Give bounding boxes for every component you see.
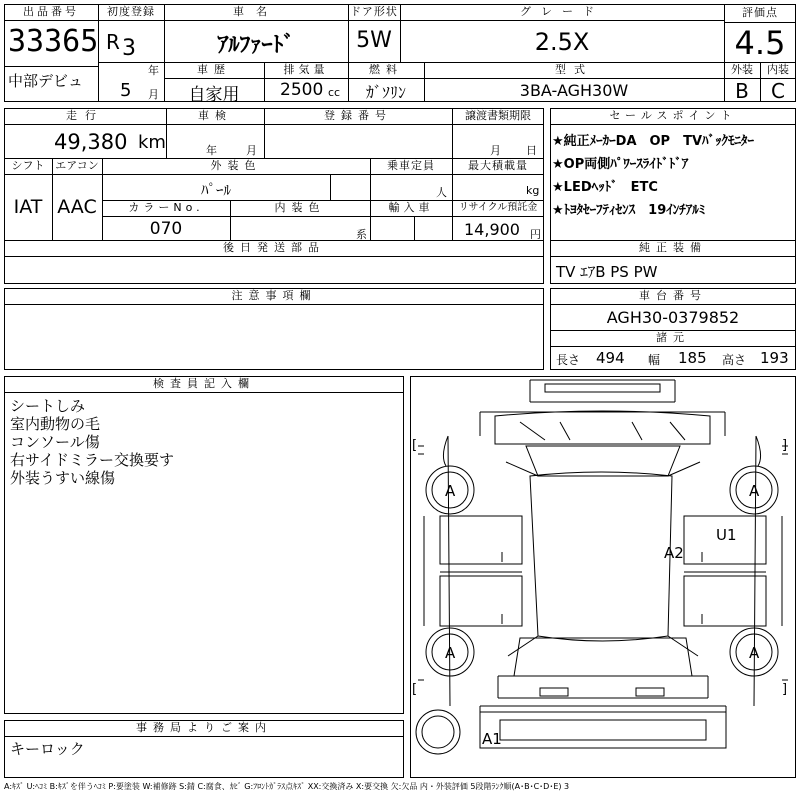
displacement-unit: cc — [328, 86, 341, 99]
capacity-unit: 人 — [436, 186, 447, 199]
transfer-day-unit: 日 — [526, 144, 537, 157]
damage-rear-right-tire: A — [749, 644, 760, 662]
color-number-value: 070 — [149, 219, 183, 239]
recycle-fee-label: リサイクル預託金 — [458, 202, 538, 213]
exterior-color-value: ﾊﾟｰﾙ — [200, 181, 231, 199]
inspector-label: 検査員記入欄 — [153, 377, 255, 390]
diagram-bracket-right-bottom: ] — [782, 682, 788, 697]
year-unit: 年 — [148, 64, 159, 77]
damage-right-side-u1: U1 — [716, 526, 737, 544]
car-name-label: 車名 — [233, 5, 279, 18]
grade-value: 2.5X — [534, 28, 590, 56]
door-label: ドア形状 — [350, 5, 398, 18]
height-label: 高さ — [722, 353, 747, 367]
chassis-number-label: 車台番号 — [639, 289, 707, 302]
lot-number-label: 出品番号 — [23, 5, 79, 18]
sales-point-2: ★OP両側ﾊﾟﾜｰｽﾗｲﾄﾞﾄﾞｱ — [552, 157, 689, 172]
reg-month: 5 — [120, 80, 132, 101]
width-label: 幅 — [648, 353, 661, 367]
aircon-label: エアコン — [55, 159, 99, 172]
interior-grade-label: 内装 — [767, 63, 789, 76]
damage-front-left-tire: A — [445, 482, 456, 500]
history-value: 自家用 — [188, 85, 240, 105]
length-value: 494 — [596, 349, 625, 367]
max-load-unit: kg — [526, 184, 540, 197]
transfer-month-unit: 月 — [490, 144, 501, 157]
era-letter: R — [106, 30, 120, 54]
inspection-year-unit: 年 — [206, 144, 217, 157]
width-value: 185 — [678, 349, 707, 367]
sales-points-label: セールスポイント — [609, 109, 737, 122]
mileage-value: 49,380 — [54, 130, 128, 154]
chassis-number: AGH30-0379852 — [606, 308, 740, 327]
capacity-label: 乗車定員 — [387, 159, 435, 172]
office-note: キーロック — [10, 740, 85, 758]
exterior-color-label: 外装色 — [210, 159, 262, 172]
sales-point-3: ★LEDﾍｯﾄﾞ ETC — [552, 180, 658, 195]
shift-value: IAT — [13, 196, 43, 218]
damage-right-side-a2: A2 — [664, 544, 684, 562]
sales-point-1: ★純正ﾒｰｶｰDA OP TVﾊﾞｯｸﾓﾆﾀｰ — [552, 134, 755, 149]
office-label: 事務局よりご案内 — [136, 721, 272, 734]
later-parts-label: 後日発送部品 — [223, 241, 325, 254]
aircon-value: AAC — [57, 196, 97, 218]
inspector-note-5: 外装うすい線傷 — [10, 469, 116, 487]
first-registration-label: 初度登録 — [107, 5, 155, 18]
damage-front-right-tire: A — [749, 482, 760, 500]
damage-rear-bumper-a1: A1 — [482, 730, 502, 748]
inspection-label: 車検 — [198, 109, 232, 122]
interior-color-unit: 系 — [356, 228, 367, 241]
month-unit: 月 — [148, 88, 159, 101]
inspector-note-2: 室内動物の毛 — [10, 415, 101, 433]
fuel-label: 燃料 — [369, 63, 403, 76]
max-load-label: 最大積載量 — [468, 159, 528, 172]
displacement-value: 2500 — [280, 80, 324, 100]
inspector-note-3: コンソール傷 — [10, 433, 100, 451]
sales-point-4: ★ﾄﾖﾀｾｰﾌﾃｨｾﾝｽ 19ｲﾝﾁｱﾙﾐ — [552, 203, 706, 218]
legend-footer: A:ｷｽﾞ U:ﾍｺﾐ B:ｷｽﾞを伴うﾍｺﾐ P:要塗装 W:補修跡 S:錆 C:腐食、ｶﾋﾞ G:ﾌﾛﾝﾄｶﾞﾗｽ点ｷｽﾞ XX:交換済み X:要交換 欠:欠品 内・外装評価 5段階ﾗﾝｸ順(A･B･C･D･E) 3 — [4, 782, 570, 791]
mileage-unit: km — [138, 132, 166, 153]
era-year: 3 — [122, 36, 136, 61]
auction-venue: 中部デビュ — [8, 72, 84, 90]
color-number-label: カラーNo. — [128, 201, 204, 214]
grade-label: グレード — [520, 5, 604, 18]
inspector-note-1: シートしみ — [10, 397, 86, 415]
rating-value: 4.5 — [734, 24, 786, 62]
mileage-label: 走行 — [66, 109, 104, 122]
diagram-bracket-left-bottom: [ — [412, 682, 418, 697]
diagram-bracket-right-top: ] — [782, 438, 788, 453]
damage-rear-left-tire: A — [445, 644, 456, 662]
import-car-label: 輸入車 — [388, 201, 434, 214]
dimensions-label: 諸元 — [656, 331, 690, 344]
recycle-fee-value: 14,900 — [464, 220, 520, 239]
car-diagram — [410, 376, 796, 778]
exterior-grade-label: 外装 — [731, 63, 753, 76]
length-label: 長さ — [556, 353, 581, 367]
model-value: 3BA-AGH30W — [519, 81, 629, 100]
inspector-note-4: 右サイドミラー交換要す — [10, 451, 174, 469]
registration-number-label: 登録番号 — [324, 109, 392, 122]
history-label: 車歴 — [197, 63, 231, 76]
fuel-value: ｶﾞｿﾘﾝ — [365, 83, 406, 102]
door-value: 5W — [356, 28, 392, 53]
car-name: ｱﾙﾌｧｰﾄﾞ — [217, 33, 295, 58]
exterior-grade: B — [735, 79, 749, 103]
recycle-fee-unit: 円 — [530, 228, 541, 241]
transfer-deadline-label: 譲渡書類期限 — [465, 109, 531, 122]
inspection-month-unit: 月 — [246, 144, 257, 157]
diagram-bracket-left-top: [ — [412, 438, 418, 453]
rating-label: 評価点 — [742, 6, 778, 19]
height-value: 193 — [760, 349, 789, 367]
model-label: 型式 — [555, 63, 593, 76]
interior-grade: C — [771, 79, 785, 103]
equipment-value: TV ｴｱB PS PW — [556, 263, 658, 281]
notes-label: 注意事項欄 — [231, 289, 317, 302]
equipment-label: 純正装備 — [639, 241, 707, 254]
lot-number: 33365 — [8, 24, 99, 59]
displacement-label: 排気量 — [283, 63, 329, 76]
shift-label: シフト — [11, 159, 45, 172]
interior-color-label: 内装色 — [274, 201, 326, 214]
